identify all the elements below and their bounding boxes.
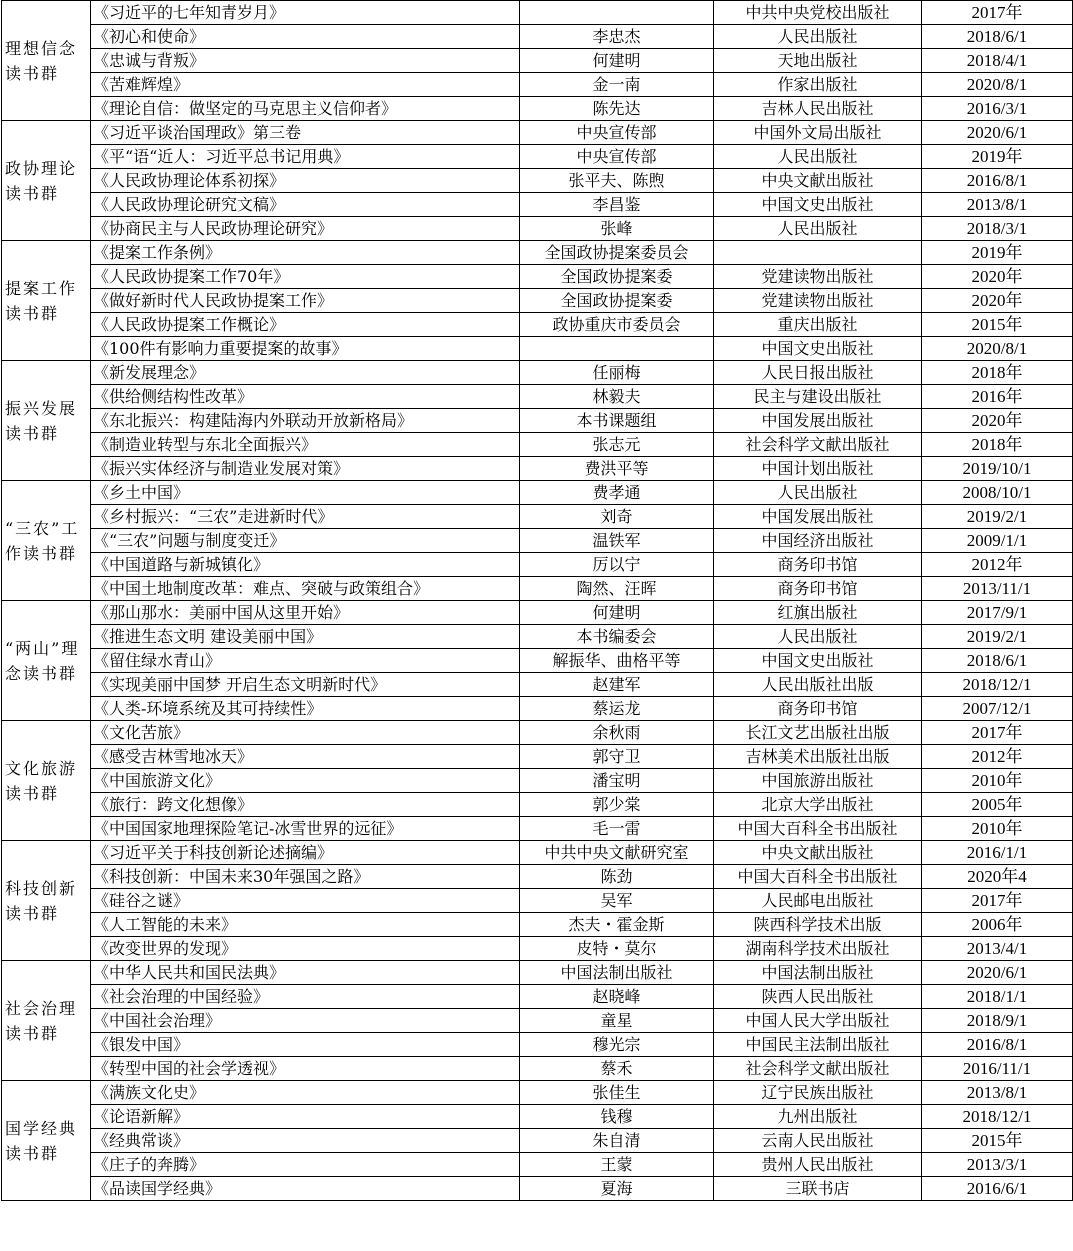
book-publisher-cell: 重庆出版社 [714, 313, 922, 337]
book-title-cell: 《人民政协理论研究文稿》 [91, 193, 520, 217]
book-author-cell: 蔡运龙 [520, 697, 714, 721]
table-row [2, 889, 1073, 913]
book-title-cell: 《品读国学经典》 [91, 1177, 520, 1201]
book-author-cell: 穆光宗 [520, 1033, 714, 1057]
book-date-cell: 2016/1/1 [922, 841, 1073, 865]
book-author-cell: 蔡禾 [520, 1057, 714, 1081]
table-row [2, 1, 1073, 25]
book-publisher-cell: 中央文献出版社 [714, 169, 922, 193]
book-date-cell: 2018/9/1 [922, 1009, 1073, 1033]
book-title-cell: 《习近平的七年知青岁月》 [91, 1, 520, 25]
book-author-cell: 全国政协提案委员会 [520, 241, 714, 265]
book-title-cell: 《科技创新：中国未来30年强国之路》 [91, 865, 520, 889]
book-publisher-cell: 天地出版社 [714, 49, 922, 73]
book-date-cell: 2018/4/1 [922, 49, 1073, 73]
book-publisher-cell: 民主与建设出版社 [714, 385, 922, 409]
table-row [2, 673, 1073, 697]
table-row [2, 745, 1073, 769]
table-row [2, 961, 1073, 985]
book-title-cell: 《“三农”问题与制度变迁》 [91, 529, 520, 553]
book-publisher-cell: 中国发展出版社 [714, 409, 922, 433]
book-date-cell: 2019/2/1 [922, 625, 1073, 649]
table-row [2, 697, 1073, 721]
book-publisher-cell: 陕西人民出版社 [714, 985, 922, 1009]
book-publisher-cell: 三联书店 [714, 1177, 922, 1201]
book-date-cell: 2018/12/1 [922, 1105, 1073, 1129]
book-title-cell: 《庄子的奔腾》 [91, 1153, 520, 1177]
book-date-cell: 2018年 [922, 361, 1073, 385]
book-publisher-cell: 中国文史出版社 [714, 193, 922, 217]
book-date-cell: 2020年4 [922, 865, 1073, 889]
table-row [2, 553, 1073, 577]
book-title-cell: 《中国旅游文化》 [91, 769, 520, 793]
book-title-cell: 《中国土地制度改革：难点、突破与政策组合》 [91, 577, 520, 601]
book-title-cell: 《乡土中国》 [91, 481, 520, 505]
book-date-cell: 2017/9/1 [922, 601, 1073, 625]
table-row [2, 481, 1073, 505]
book-publisher-cell: 九州出版社 [714, 1105, 922, 1129]
book-author-cell: 本书课题组 [520, 409, 714, 433]
table-row [2, 1033, 1073, 1057]
book-author-cell: 何建明 [520, 601, 714, 625]
table-row [2, 625, 1073, 649]
book-publisher-cell: 人民出版社出版 [714, 673, 922, 697]
book-author-cell: 何建明 [520, 49, 714, 73]
book-date-cell: 2016年 [922, 385, 1073, 409]
book-publisher-cell: 吉林美术出版社出版 [714, 745, 922, 769]
table-row [2, 433, 1073, 457]
book-date-cell: 2019/2/1 [922, 505, 1073, 529]
book-publisher-cell: 中国大百科全书出版社 [714, 817, 922, 841]
group-name-cell: 社会治理读书群 [2, 961, 91, 1081]
book-title-cell: 《改变世界的发现》 [91, 937, 520, 961]
book-author-cell: 童星 [520, 1009, 714, 1033]
table-row [2, 73, 1073, 97]
group-name-cell: “三农”工作读书群 [2, 481, 91, 601]
book-publisher-cell: 中央文献出版社 [714, 841, 922, 865]
book-date-cell: 2019/10/1 [922, 457, 1073, 481]
book-date-cell: 2005年 [922, 793, 1073, 817]
book-date-cell: 2010年 [922, 769, 1073, 793]
book-author-cell: 张志元 [520, 433, 714, 457]
table-row [2, 865, 1073, 889]
group-name-cell: 文化旅游读书群 [2, 721, 91, 841]
book-publisher-cell: 云南人民出版社 [714, 1129, 922, 1153]
book-title-cell: 《习近平关于科技创新论述摘编》 [91, 841, 520, 865]
group-name-cell: 科技创新读书群 [2, 841, 91, 961]
book-author-cell: 费洪平等 [520, 457, 714, 481]
table-row [2, 1153, 1073, 1177]
table-row [2, 337, 1073, 361]
book-author-cell: 全国政协提案委 [520, 289, 714, 313]
book-author-cell: 吴军 [520, 889, 714, 913]
book-title-cell: 《新发展理念》 [91, 361, 520, 385]
table-row [2, 913, 1073, 937]
book-date-cell: 2019年 [922, 241, 1073, 265]
book-date-cell: 2016/11/1 [922, 1057, 1073, 1081]
book-date-cell: 2013/4/1 [922, 937, 1073, 961]
book-author-cell: 解振华、曲格平等 [520, 649, 714, 673]
table-row [2, 1105, 1073, 1129]
table-row [2, 217, 1073, 241]
book-publisher-cell: 人民出版社 [714, 481, 922, 505]
book-date-cell: 2020/8/1 [922, 337, 1073, 361]
table-row [2, 1081, 1073, 1105]
book-author-cell: 张平夫、陈煦 [520, 169, 714, 193]
table-row [2, 265, 1073, 289]
book-publisher-cell: 贵州人民出版社 [714, 1153, 922, 1177]
table-row [2, 241, 1073, 265]
book-publisher-cell: 社会科学文献出版社 [714, 1057, 922, 1081]
book-publisher-cell: 北京大学出版社 [714, 793, 922, 817]
book-date-cell: 2015年 [922, 313, 1073, 337]
book-date-cell: 2018/6/1 [922, 25, 1073, 49]
book-author-cell: 郭守卫 [520, 745, 714, 769]
book-title-cell: 《中国国家地理探险笔记-冰雪世界的远征》 [91, 817, 520, 841]
table-row [2, 817, 1073, 841]
table-row [2, 1129, 1073, 1153]
book-date-cell: 2018/12/1 [922, 673, 1073, 697]
book-date-cell: 2016/3/1 [922, 97, 1073, 121]
book-title-cell: 《东北振兴：构建陆海内外联动开放新格局》 [91, 409, 520, 433]
book-title-cell: 《忠诚与背叛》 [91, 49, 520, 73]
group-name-cell: 理想信念读书群 [2, 1, 91, 121]
book-publisher-cell: 中国计划出版社 [714, 457, 922, 481]
book-title-cell: 《经典常谈》 [91, 1129, 520, 1153]
book-author-cell: 李忠杰 [520, 25, 714, 49]
book-publisher-cell: 中国民主法制出版社 [714, 1033, 922, 1057]
book-author-cell: 费孝通 [520, 481, 714, 505]
book-title-cell: 《中华人民共和国民法典》 [91, 961, 520, 985]
book-title-cell: 《平“语“近人：习近平总书记用典》 [91, 145, 520, 169]
table-row [2, 1177, 1073, 1201]
table-row [2, 601, 1073, 625]
book-author-cell: 厉以宁 [520, 553, 714, 577]
book-title-cell: 《初心和使命》 [91, 25, 520, 49]
book-date-cell: 2009/1/1 [922, 529, 1073, 553]
book-title-cell: 《中国道路与新城镇化》 [91, 553, 520, 577]
book-date-cell: 2010年 [922, 817, 1073, 841]
book-publisher-cell: 辽宁民族出版社 [714, 1081, 922, 1105]
book-title-cell: 《制造业转型与东北全面振兴》 [91, 433, 520, 457]
book-title-cell: 《感受吉林雪地冰天》 [91, 745, 520, 769]
book-author-cell: 任丽梅 [520, 361, 714, 385]
book-author-cell: 赵建军 [520, 673, 714, 697]
group-name-cell: “两山”理念读书群 [2, 601, 91, 721]
table-row [2, 937, 1073, 961]
book-title-cell: 《提案工作条例》 [91, 241, 520, 265]
book-title-cell: 《银发中国》 [91, 1033, 520, 1057]
book-publisher-cell: 陕西科学技术出版 [714, 913, 922, 937]
book-date-cell: 2020年 [922, 265, 1073, 289]
book-author-cell: 政协重庆市委员会 [520, 313, 714, 337]
table-row [2, 649, 1073, 673]
book-date-cell: 2008/10/1 [922, 481, 1073, 505]
book-title-cell: 《100件有影响力重要提案的故事》 [91, 337, 520, 361]
book-date-cell: 2016/8/1 [922, 169, 1073, 193]
book-author-cell: 本书编委会 [520, 625, 714, 649]
book-publisher-cell: 长江文艺出版社出版 [714, 721, 922, 745]
book-date-cell: 2016/8/1 [922, 1033, 1073, 1057]
book-date-cell: 2017年 [922, 721, 1073, 745]
book-publisher-cell: 红旗出版社 [714, 601, 922, 625]
table-row [2, 25, 1073, 49]
book-date-cell: 2018年 [922, 433, 1073, 457]
table-row [2, 769, 1073, 793]
table-row [2, 793, 1073, 817]
group-name-cell: 国学经典读书群 [2, 1081, 91, 1201]
book-date-cell: 2018/1/1 [922, 985, 1073, 1009]
book-publisher-cell: 中国发展出版社 [714, 505, 922, 529]
book-title-cell: 《那山那水：美丽中国从这里开始》 [91, 601, 520, 625]
book-title-cell: 《苦难辉煌》 [91, 73, 520, 97]
book-author-cell: 中央宣传部 [520, 121, 714, 145]
table-row [2, 529, 1073, 553]
book-publisher-cell: 中国经济出版社 [714, 529, 922, 553]
book-title-cell: 《转型中国的社会学透视》 [91, 1057, 520, 1081]
table-row [2, 721, 1073, 745]
book-author-cell: 全国政协提案委 [520, 265, 714, 289]
book-author-cell: 中央宣传部 [520, 145, 714, 169]
table-row [2, 1009, 1073, 1033]
table-row [2, 1057, 1073, 1081]
book-author-cell: 王蒙 [520, 1153, 714, 1177]
book-title-cell: 《人民政协提案工作概论》 [91, 313, 520, 337]
book-date-cell: 2018/6/1 [922, 649, 1073, 673]
book-date-cell: 2012年 [922, 553, 1073, 577]
table-row [2, 577, 1073, 601]
book-date-cell: 2020/8/1 [922, 73, 1073, 97]
group-name-cell: 振兴发展读书群 [2, 361, 91, 481]
book-date-cell: 2020年 [922, 289, 1073, 313]
book-title-cell: 《推进生态文明 建设美丽中国》 [91, 625, 520, 649]
book-author-cell: 李昌鉴 [520, 193, 714, 217]
table-row [2, 985, 1073, 1009]
book-date-cell: 2020/6/1 [922, 121, 1073, 145]
book-author-cell: 林毅夫 [520, 385, 714, 409]
book-title-cell: 《人民政协提案工作70年》 [91, 265, 520, 289]
book-author-cell: 夏海 [520, 1177, 714, 1201]
book-publisher-cell: 湖南科学技术出版社 [714, 937, 922, 961]
book-title-cell: 《做好新时代人民政协提案工作》 [91, 289, 520, 313]
table-row [2, 313, 1073, 337]
book-title-cell: 《实现美丽中国梦 开启生态文明新时代》 [91, 673, 520, 697]
book-author-cell: 中国法制出版社 [520, 961, 714, 985]
book-title-cell: 《乡村振兴：“三农”走进新时代》 [91, 505, 520, 529]
book-publisher-cell: 社会科学文献出版社 [714, 433, 922, 457]
book-publisher-cell: 商务印书馆 [714, 697, 922, 721]
book-title-cell: 《旅行：跨文化想像》 [91, 793, 520, 817]
book-title-cell: 《振兴实体经济与制造业发展对策》 [91, 457, 520, 481]
book-date-cell: 2018/3/1 [922, 217, 1073, 241]
book-publisher-cell: 中国人民大学出版社 [714, 1009, 922, 1033]
book-title-cell: 《硅谷之谜》 [91, 889, 520, 913]
book-publisher-cell: 中国大百科全书出版社 [714, 865, 922, 889]
group-name-cell: 提案工作读书群 [2, 241, 91, 361]
book-author-cell: 余秋雨 [520, 721, 714, 745]
book-author-cell: 杰夫・霍金斯 [520, 913, 714, 937]
group-name-cell: 政协理论读书群 [2, 121, 91, 241]
book-date-cell: 2013/8/1 [922, 193, 1073, 217]
book-publisher-cell [714, 241, 922, 265]
book-title-cell: 《人工智能的未来》 [91, 913, 520, 937]
book-author-cell [520, 337, 714, 361]
book-date-cell: 2013/11/1 [922, 577, 1073, 601]
book-publisher-cell: 人民出版社 [714, 25, 922, 49]
book-date-cell: 2013/8/1 [922, 1081, 1073, 1105]
book-author-cell: 中共中央文献研究室 [520, 841, 714, 865]
book-publisher-cell: 中国外文局出版社 [714, 121, 922, 145]
book-date-cell: 2015年 [922, 1129, 1073, 1153]
book-title-cell: 《满族文化史》 [91, 1081, 520, 1105]
table-row [2, 385, 1073, 409]
book-publisher-cell: 商务印书馆 [714, 553, 922, 577]
book-publisher-cell: 商务印书馆 [714, 577, 922, 601]
table-row [2, 505, 1073, 529]
table-row [2, 145, 1073, 169]
book-date-cell: 2006年 [922, 913, 1073, 937]
book-author-cell: 赵晓峰 [520, 985, 714, 1009]
book-publisher-cell: 人民出版社 [714, 625, 922, 649]
book-publisher-cell: 吉林人民出版社 [714, 97, 922, 121]
table-row [2, 193, 1073, 217]
book-author-cell: 陈先达 [520, 97, 714, 121]
book-title-cell: 《协商民主与人民政协理论研究》 [91, 217, 520, 241]
book-title-cell: 《习近平谈治国理政》第三卷 [91, 121, 520, 145]
book-title-cell: 《供给侧结构性改革》 [91, 385, 520, 409]
book-publisher-cell: 人民出版社 [714, 145, 922, 169]
book-publisher-cell: 中国文史出版社 [714, 649, 922, 673]
table-row [2, 289, 1073, 313]
book-date-cell: 2007/12/1 [922, 697, 1073, 721]
book-author-cell: 张峰 [520, 217, 714, 241]
book-publisher-cell: 党建读物出版社 [714, 265, 922, 289]
book-author-cell: 张佳生 [520, 1081, 714, 1105]
book-author-cell: 郭少棠 [520, 793, 714, 817]
table-row [2, 169, 1073, 193]
book-date-cell: 2016/6/1 [922, 1177, 1073, 1201]
book-list-table [1, 0, 1073, 1201]
book-author-cell: 钱穆 [520, 1105, 714, 1129]
book-publisher-cell: 中共中央党校出版社 [714, 1, 922, 25]
book-title-cell: 《论语新解》 [91, 1105, 520, 1129]
book-publisher-cell: 中国法制出版社 [714, 961, 922, 985]
book-date-cell: 2017年 [922, 889, 1073, 913]
book-author-cell: 潘宝明 [520, 769, 714, 793]
book-title-cell: 《社会治理的中国经验》 [91, 985, 520, 1009]
book-author-cell: 毛一雷 [520, 817, 714, 841]
book-author-cell: 温铁军 [520, 529, 714, 553]
book-author-cell: 陈劲 [520, 865, 714, 889]
book-publisher-cell: 人民日报出版社 [714, 361, 922, 385]
table-row [2, 457, 1073, 481]
table-row [2, 121, 1073, 145]
book-date-cell: 2020年 [922, 409, 1073, 433]
table-row [2, 97, 1073, 121]
table-body [2, 1, 1073, 1201]
book-author-cell [520, 1, 714, 25]
book-title-cell: 《文化苦旅》 [91, 721, 520, 745]
book-date-cell: 2020/6/1 [922, 961, 1073, 985]
book-date-cell: 2019年 [922, 145, 1073, 169]
table-row [2, 841, 1073, 865]
book-title-cell: 《中国社会治理》 [91, 1009, 520, 1033]
book-publisher-cell: 人民出版社 [714, 217, 922, 241]
book-title-cell: 《人民政协理论体系初探》 [91, 169, 520, 193]
book-author-cell: 陶然、汪晖 [520, 577, 714, 601]
book-publisher-cell: 人民邮电出版社 [714, 889, 922, 913]
book-author-cell: 皮特・莫尔 [520, 937, 714, 961]
book-publisher-cell: 作家出版社 [714, 73, 922, 97]
book-date-cell: 2012年 [922, 745, 1073, 769]
book-date-cell: 2017年 [922, 1, 1073, 25]
book-author-cell: 金一南 [520, 73, 714, 97]
book-title-cell: 《留住绿水青山》 [91, 649, 520, 673]
table-row [2, 49, 1073, 73]
book-author-cell: 刘奇 [520, 505, 714, 529]
book-publisher-cell: 中国旅游出版社 [714, 769, 922, 793]
book-publisher-cell: 中国文史出版社 [714, 337, 922, 361]
book-date-cell: 2013/3/1 [922, 1153, 1073, 1177]
book-title-cell: 《理论自信：做坚定的马克思主义信仰者》 [91, 97, 520, 121]
book-publisher-cell: 党建读物出版社 [714, 289, 922, 313]
table-row [2, 409, 1073, 433]
book-author-cell: 朱自清 [520, 1129, 714, 1153]
book-title-cell: 《人类-环境系统及其可持续性》 [91, 697, 520, 721]
table-row [2, 361, 1073, 385]
